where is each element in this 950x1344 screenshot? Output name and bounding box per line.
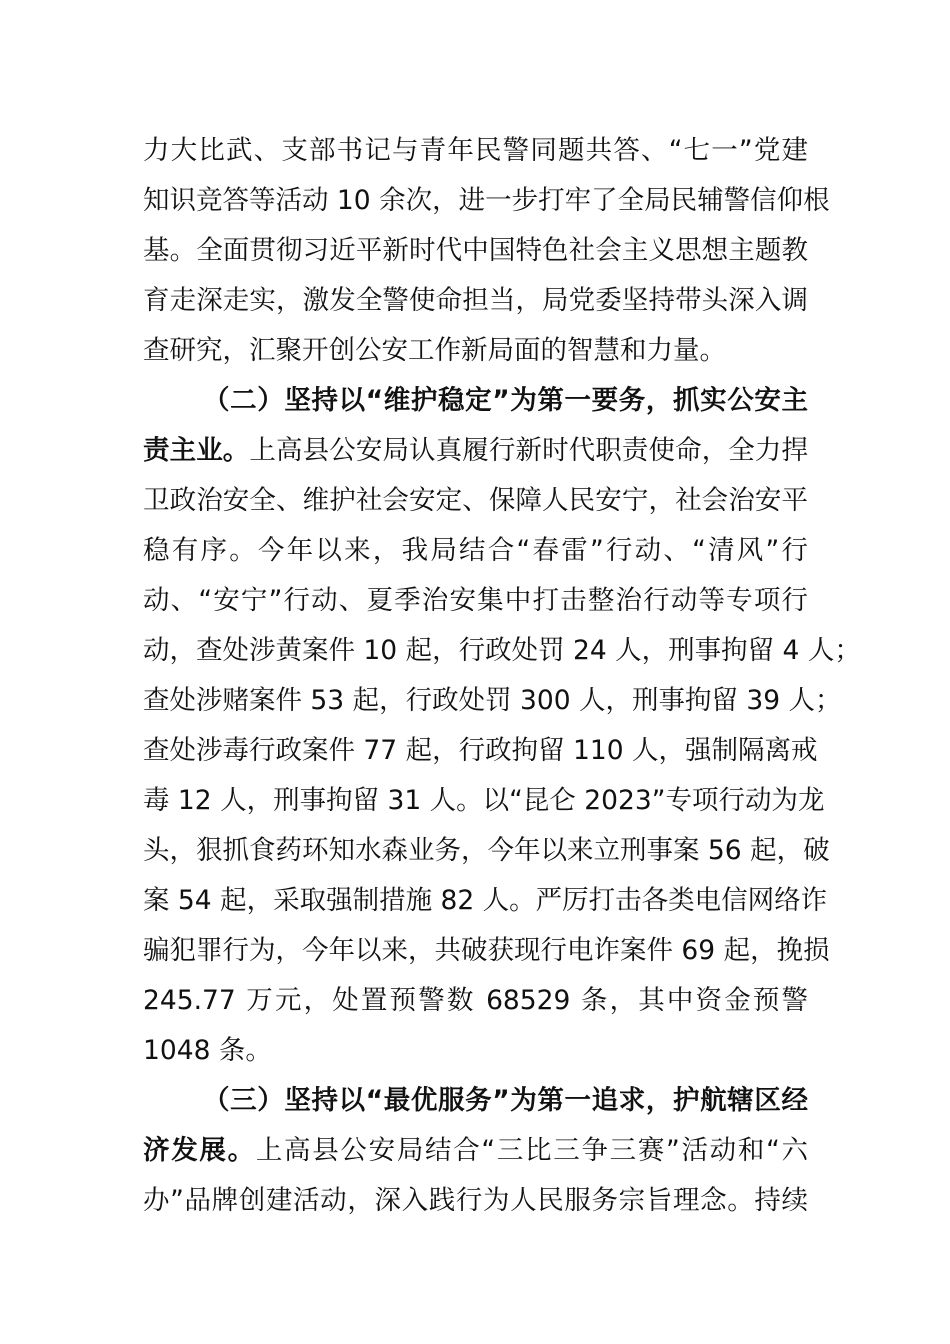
text-line: 1048 条。 [143, 1035, 272, 1066]
text-line: 毒 12 人，刑事拘留 31 人。以“昆仑 2023”专项行动为龙 [143, 785, 825, 816]
text-line: 基。全面贯彻习近平新时代中国特色社会主义思想主题教 [143, 235, 808, 266]
section-heading-end: 责主业。 [143, 435, 250, 466]
text-line: 骗犯罪行为，今年以来，共破获现行电诈案件 69 起，挽损 [143, 935, 830, 966]
document-body [143, 126, 861, 1226]
text-line: 查研究，汇聚开创公安工作新局面的智慧和力量。 [143, 335, 726, 366]
text-line: 245.77 万元，处置预警数 68529 条，其中资金预警 [143, 985, 808, 1016]
text-line: 查处涉赌案件 53 起，行政处罚 300 人，刑事拘留 39 人； [143, 685, 842, 716]
text-line: 卫政治安全、维护社会安定、保障人民安宁，社会治安平 [143, 485, 808, 516]
text-line: 力大比武、支部书记与青年民警同题共答、“七一”党建 [143, 135, 808, 166]
text-line: 办”品牌创建活动，深入践行为人民服务宗旨理念。持续 [143, 1185, 808, 1216]
text-line: 稳有序。今年以来，我局结合“春雷”行动、“清风”行 [143, 535, 808, 566]
section-text: 上高县公安局认真履行新时代职责使命，全力捍 [249, 435, 809, 466]
text-line: 头，狠抓食药环知水森业务，今年以来立刑事案 56 起，破 [143, 835, 830, 866]
text-line [143, 1126, 808, 1176]
text-line: 案 54 起，采取强制措施 82 人。严厉打击各类电信网络诈 [143, 885, 828, 916]
text-line: 知识竞答等活动 10 余次，进一步打牢了全局民辅警信仰根 [143, 185, 830, 216]
text-line: 育走深走实，激发全警使命担当，局党委坚持带头深入调 [143, 285, 808, 316]
text-line [143, 426, 808, 476]
section-heading: （三）坚持以“最优服务”为第一追求，护航辖区经 [203, 1085, 808, 1116]
text-line: 动、“安宁”行动、夏季治安集中打击整治行动等专项行 [143, 585, 808, 616]
section-text: 上高县公安局结合“三比三争三赛”活动和“六 [255, 1135, 809, 1166]
text-line: 查处涉毒行政案件 77 起，行政拘留 110 人，强制隔离戒 [143, 735, 818, 766]
text-line: 动，查处涉黄案件 10 起，行政处罚 24 人，刑事拘留 4 人； [143, 635, 861, 666]
section-heading-end: 济发展。 [143, 1135, 256, 1166]
section-heading: （二）坚持以“维护稳定”为第一要务，抓实公安主 [203, 385, 808, 416]
